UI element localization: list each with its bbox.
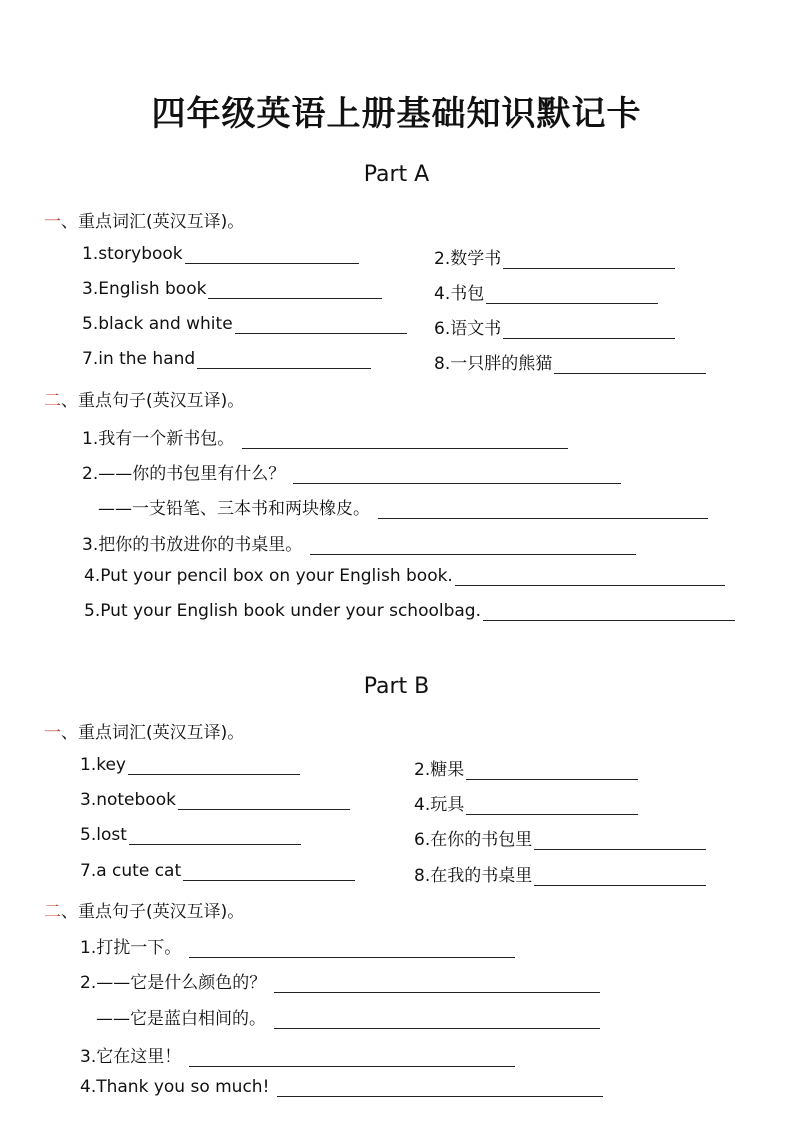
sentence-prompt: 1.打扰一下。 [80, 938, 182, 958]
sentence-item [80, 1042, 515, 1067]
sentence-prompt: 3.它在这里！ [80, 1047, 182, 1067]
section-number: 一 [44, 723, 61, 743]
vocab-prompt: 3.English book [82, 279, 207, 299]
answer-line[interactable] [455, 569, 725, 586]
answer-line[interactable] [274, 976, 600, 993]
answer-line[interactable] [277, 1080, 603, 1097]
sentence-prompt: 2.——它是什么颜色的？ [80, 973, 267, 993]
part-a-heading: Part A [363, 162, 430, 187]
answer-line[interactable] [183, 864, 355, 881]
section-number: 二 [44, 391, 61, 411]
vocab-item [434, 279, 658, 304]
vocab-item [82, 244, 359, 264]
vocab-prompt: 7.in the hand [82, 349, 196, 369]
vocab-prompt: 4.书包 [434, 284, 485, 304]
answer-line[interactable] [185, 247, 359, 264]
vocab-prompt: 2.数学书 [434, 249, 502, 269]
vocab-item [80, 861, 355, 881]
vocab-prompt: 8.在我的书桌里 [414, 866, 533, 886]
answer-line[interactable] [242, 432, 568, 449]
vocab-item [80, 825, 301, 845]
section-label: 、重点词汇(英汉互译)。 [61, 723, 245, 743]
answer-line[interactable] [178, 793, 350, 810]
sentence-prompt: ——一支铅笔、三本书和两块橡皮。 [98, 499, 370, 519]
vocab-item [414, 790, 638, 815]
answer-line[interactable] [274, 1012, 600, 1029]
part-b-vocab-heading [44, 718, 244, 743]
answer-line[interactable] [486, 287, 658, 304]
sentence-item [80, 1077, 603, 1097]
answer-line[interactable] [208, 282, 382, 299]
part-a-sentences-heading [44, 386, 244, 411]
vocab-prompt: 4.玩具 [414, 795, 465, 815]
vocab-item [434, 244, 675, 269]
answer-line[interactable] [189, 941, 515, 958]
answer-line[interactable] [128, 758, 300, 775]
page-title: 四年级英语上册基础知识默记卡 [151, 94, 642, 134]
vocab-prompt: 6.在你的书包里 [414, 830, 533, 850]
sentence-item [82, 424, 568, 449]
vocab-item [434, 349, 706, 374]
answer-line[interactable] [554, 357, 706, 374]
sentence-prompt: 4.Put your pencil box on your English book. [84, 566, 453, 586]
sentence-prompt: 2.——你的书包里有什么？ [82, 464, 286, 484]
answer-line[interactable] [534, 869, 706, 886]
part-b-heading: Part B [363, 674, 430, 699]
answer-line[interactable] [378, 502, 708, 519]
sentence-item [98, 494, 708, 519]
sentence-item [82, 530, 636, 555]
answer-line[interactable] [235, 317, 407, 334]
section-label: 、重点句子(英汉互译)。 [61, 391, 245, 411]
vocab-item [80, 790, 350, 810]
part-b-sentences-heading [44, 897, 244, 922]
vocab-item [82, 349, 371, 369]
answer-line[interactable] [197, 352, 371, 369]
sentence-prompt: ——它是蓝白相间的。 [96, 1009, 266, 1029]
answer-line[interactable] [483, 604, 735, 621]
sentence-prompt: 4.Thank you so much! [80, 1077, 270, 1097]
vocab-prompt: 6.语文书 [434, 319, 502, 339]
vocab-item [434, 314, 675, 339]
vocab-prompt: 7.a cute cat [80, 861, 182, 881]
answer-line[interactable] [534, 833, 706, 850]
sentence-item [84, 566, 725, 586]
sentence-item [80, 968, 600, 993]
section-label: 、重点词汇(英汉互译)。 [61, 212, 245, 232]
answer-line[interactable] [189, 1050, 515, 1067]
sentence-prompt: 1.我有一个新书包。 [82, 429, 235, 449]
answer-line[interactable] [466, 763, 638, 780]
answer-line[interactable] [466, 798, 638, 815]
vocab-prompt: 3.notebook [80, 790, 176, 810]
vocab-item [80, 755, 300, 775]
answer-line[interactable] [503, 252, 675, 269]
vocab-item [414, 755, 638, 780]
answer-line[interactable] [310, 538, 636, 555]
vocab-prompt: 1.storybook [82, 244, 183, 264]
sentence-item [96, 1004, 600, 1029]
sentence-item [80, 933, 515, 958]
part-a-vocab-heading [44, 207, 244, 232]
vocab-item [82, 314, 407, 334]
vocab-prompt: 5.black and white [82, 314, 233, 334]
section-number: 二 [44, 902, 61, 922]
answer-line[interactable] [293, 467, 621, 484]
answer-line[interactable] [129, 828, 301, 845]
vocab-item [414, 861, 706, 886]
vocab-item [82, 279, 382, 299]
vocab-prompt: 1.key [80, 755, 126, 775]
vocab-item [414, 825, 706, 850]
sentence-prompt: 3.把你的书放进你的书桌里。 [82, 535, 303, 555]
vocab-prompt: 8.一只胖的熊猫 [434, 354, 553, 374]
vocab-prompt: 5.lost [80, 825, 127, 845]
sentence-prompt: 5.Put your English book under your schoolbag. [84, 601, 482, 621]
sentence-item [84, 601, 735, 621]
section-label: 、重点句子(英汉互译)。 [61, 902, 245, 922]
sentence-item [82, 459, 621, 484]
answer-line[interactable] [503, 322, 675, 339]
vocab-prompt: 2.糖果 [414, 760, 465, 780]
section-number: 一 [44, 212, 61, 232]
